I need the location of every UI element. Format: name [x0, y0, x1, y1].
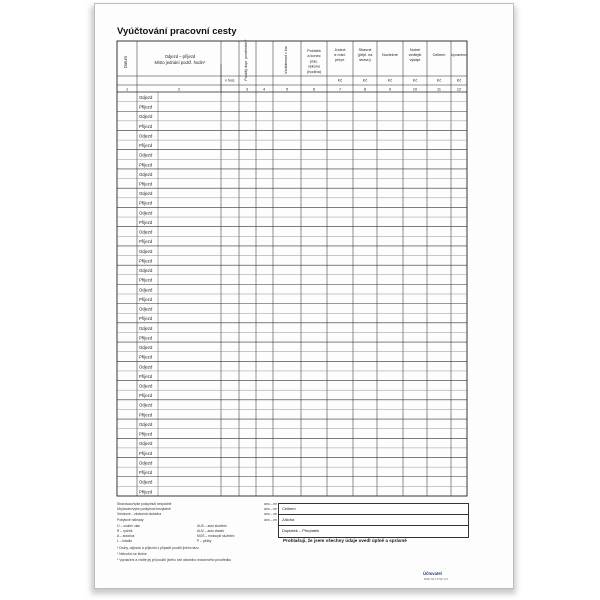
header-unit-9: Kč	[387, 78, 393, 83]
row-label-příjezd: Příjezd	[139, 393, 153, 399]
row-label-odjezd: Odjezd	[139, 248, 153, 254]
header-unit-8: Kč	[362, 78, 368, 83]
note-label: Pobytové náhrady	[117, 517, 144, 522]
row-label-příjezd: Příjezd	[139, 489, 153, 495]
column-number: 1	[125, 87, 129, 92]
header-distance: Vzdálenost v km	[284, 46, 288, 74]
row-label-příjezd: Příjezd	[139, 258, 153, 264]
header-col-10: výdaje	[409, 58, 421, 63]
row-label-příjezd: Příjezd	[139, 450, 153, 456]
column-number: 7	[338, 87, 342, 92]
column-number: 5	[285, 87, 289, 92]
transport-codes	[117, 524, 277, 545]
row-label-odjezd: Odjezd	[139, 441, 153, 447]
row-label-příjezd: Příjezd	[139, 181, 153, 187]
row-label-odjezd: Odjezd	[139, 94, 153, 100]
row-label-příjezd: Příjezd	[139, 431, 153, 437]
header-unit-12: Kč	[456, 78, 462, 83]
header-work-time: (hodina)	[307, 69, 321, 74]
note-label: Stravovací/výše poskytnutí bezplatně	[117, 502, 172, 506]
transport-code: MOS – motocykl služební	[197, 534, 235, 539]
transport-code: AUS – auto služební	[197, 523, 228, 528]
header-col-8: stravu)	[359, 58, 371, 63]
header-work-time: a konec	[307, 54, 321, 59]
row-label-příjezd: Příjezd	[139, 143, 153, 149]
row-label-příjezd: Příjezd	[139, 296, 153, 302]
row-label-příjezd: Příjezd	[139, 335, 153, 341]
row-label-příjezd: Příjezd	[139, 316, 153, 322]
declaration-text: Prohlašuji, že jsem všechny údaje uvedl úplně a správně	[283, 538, 407, 543]
footnote: * Druhy, odjezdu a příjezdu v případě použití jiného tázu	[117, 545, 199, 550]
row-label-odjezd: Odjezd	[139, 345, 153, 351]
row-label-odjezd: Odjezd	[139, 287, 153, 293]
column-number: 8	[363, 87, 367, 92]
row-label-odjezd: Odjezd	[139, 171, 153, 177]
notes-list	[117, 502, 277, 523]
summary-table	[278, 503, 469, 538]
row-label-odjezd: Odjezd	[139, 421, 153, 427]
row-label-příjezd: Příjezd	[139, 470, 153, 476]
note-value: ano – ne	[264, 507, 277, 512]
column-number: 4	[262, 87, 266, 92]
note-value: ano – ne	[264, 517, 277, 522]
form-title: Vyúčtování pracovní cesty	[117, 26, 237, 37]
header-departure: Odjezd – příjezd	[164, 54, 196, 59]
row-label-odjezd: Odjezd	[139, 133, 153, 139]
header-col-10: vedlejší	[408, 53, 422, 57]
header-hours-unit: v hod.	[224, 78, 236, 83]
column-number: 11	[437, 87, 441, 92]
header-col-11: Celkem	[432, 53, 446, 57]
row-label-odjezd: Odjezd	[139, 229, 153, 235]
row-label-odjezd: Odjezd	[139, 210, 153, 216]
row-label-příjezd: Příjezd	[139, 200, 153, 206]
note-value: ano – ne	[264, 512, 277, 517]
row-label-odjezd: Odjezd	[139, 402, 153, 408]
header-work-time: prac.	[309, 59, 319, 64]
header-work-time: výkonu	[307, 64, 321, 69]
row-label-odjezd: Odjezd	[139, 460, 153, 466]
footnote: * Vyznačení a vráťte jej při použití jiného než vlastního motorového prostředku	[117, 558, 232, 563]
column-number: 2	[177, 87, 181, 92]
row-label-odjezd: Odjezd	[139, 325, 153, 331]
transport-code: O – osobní vlak	[117, 523, 140, 528]
form-sheet	[94, 3, 514, 589]
row-label-příjezd: Příjezd	[139, 162, 153, 168]
row-label-příjezd: Příjezd	[139, 104, 153, 110]
row-label-příjezd: Příjezd	[139, 219, 153, 225]
header-col-10: Nutné	[409, 47, 421, 52]
header-col-8: Stravné	[358, 47, 372, 52]
row-label-odjezd: Odjezd	[139, 152, 153, 158]
note-value: ano – ne	[264, 502, 277, 506]
footer-notes	[117, 502, 277, 563]
summary-row: Záloha	[279, 515, 468, 526]
row-label-příjezd: Příjezd	[139, 123, 153, 129]
header-datum: Datum	[123, 55, 128, 69]
header-col-7: a míst.	[334, 53, 346, 57]
row-label-odjezd: Odjezd	[139, 479, 153, 485]
note-label: Vreckové – zkrácená dodávka	[117, 512, 162, 517]
row-label-odjezd: Odjezd	[139, 306, 153, 312]
row-label-příjezd: Příjezd	[139, 373, 153, 379]
row-label-odjezd: Odjezd	[139, 383, 153, 389]
transport-code: AUV – auto vlastní	[197, 529, 225, 534]
row-label-odjezd: Odjezd	[139, 191, 153, 197]
header-unit-11: Kč	[436, 78, 442, 83]
row-label-příjezd: Příjezd	[139, 277, 153, 283]
note-label: Ubytování/výše poskytnutí bezplatně	[117, 507, 171, 512]
summary-row: Celkem	[279, 504, 468, 515]
row-label-příjezd: Příjezd	[139, 412, 153, 418]
header-col-7: Jízdné	[334, 47, 346, 52]
summary-row: Doplatek – Přeplatek	[282, 528, 320, 533]
transport-code: R – rychlík	[117, 529, 133, 534]
row-label-odjezd: Odjezd	[139, 114, 153, 120]
header-place: Místo jednání podrž. hodin*	[154, 60, 206, 65]
row-label-příjezd: Příjezd	[139, 239, 153, 245]
header-transport: Použitý dopr. prostředek *	[244, 39, 248, 81]
transport-code: L – letadlo	[117, 539, 133, 544]
row-label-odjezd: Odjezd	[139, 364, 153, 370]
brand-code: MSD 04.1 P/10 V/1	[424, 577, 448, 581]
header-col-12: Upraveno	[450, 53, 468, 57]
header-col-9: Nocležné	[382, 53, 398, 57]
header-unit-10: Kč	[412, 78, 418, 83]
table-frame	[117, 41, 467, 496]
footnote: * Nehodící se škrtne	[117, 551, 147, 556]
transport-code: P – pěšky	[197, 539, 212, 544]
row-label-odjezd: Odjezd	[139, 268, 153, 274]
header-col-8: (připl. na	[357, 53, 373, 57]
header-work-time: Počátek	[307, 49, 321, 53]
note-row	[117, 518, 277, 523]
header-unit-7: Kč	[337, 78, 343, 83]
row-label-příjezd: Příjezd	[139, 354, 153, 360]
header-col-7: přepr.	[335, 58, 345, 63]
column-number: 12	[456, 87, 462, 92]
transport-code: A – autobus	[117, 534, 135, 539]
brand-logo: Účtovatel	[423, 571, 442, 576]
column-number: 9	[388, 87, 392, 92]
column-number: 3	[245, 87, 249, 92]
footnotes	[117, 546, 277, 564]
column-number: 6	[312, 87, 316, 92]
column-number: 10	[412, 87, 418, 92]
